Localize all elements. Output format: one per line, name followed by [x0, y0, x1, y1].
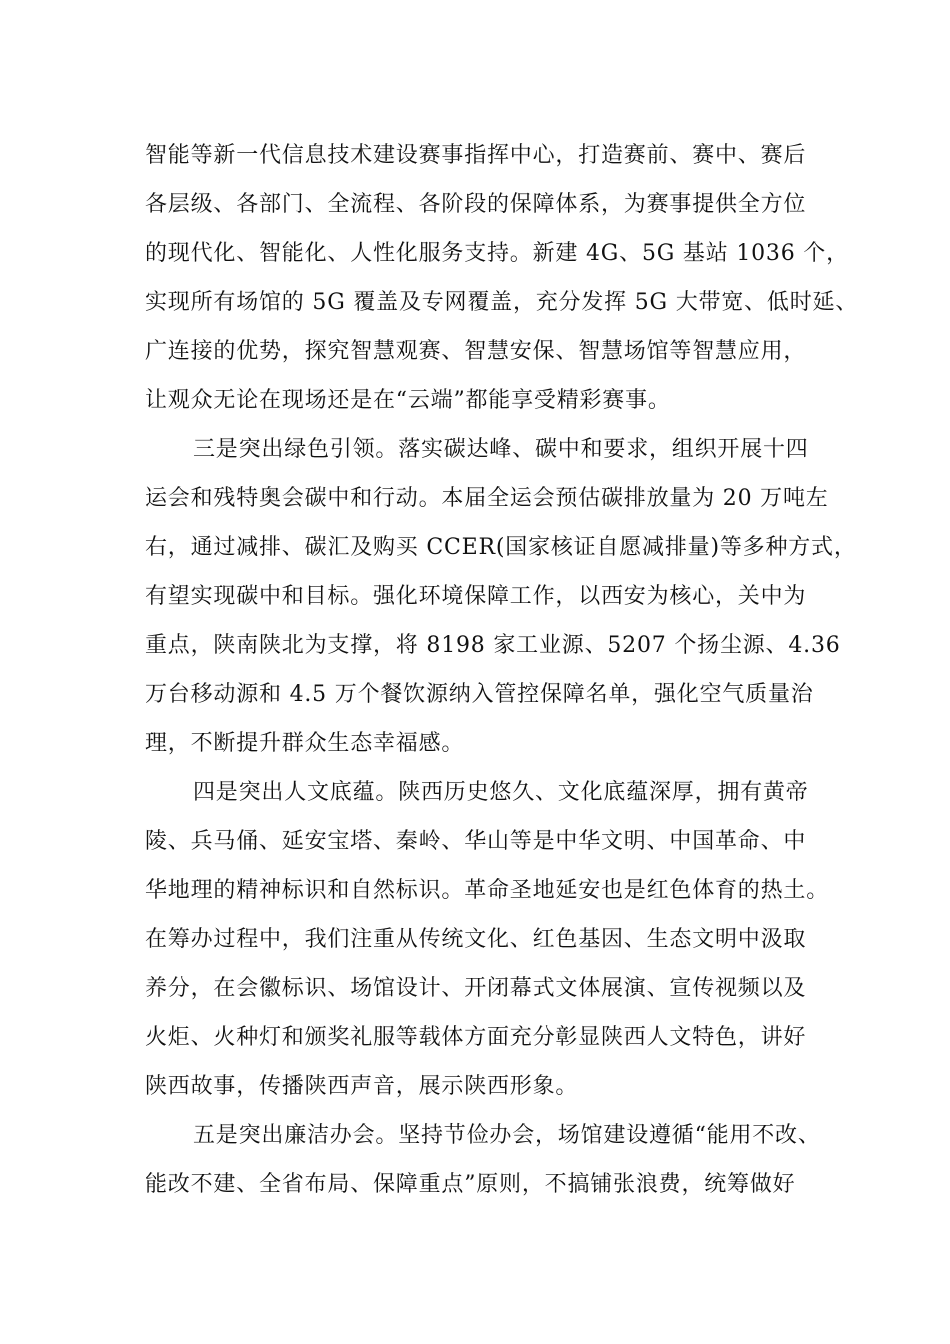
text-line: 万台移动源和 4.5 万个餐饮源纳入管控保障名单，强化空气质量治: [145, 682, 814, 707]
text-line: 华地理的精神标识和自然标识。革命圣地延安也是红色体育的热土。: [145, 878, 830, 903]
text-line: 火炬、火种灯和颁奖礼服等载体方面充分彰显陕西人文特色，讲好: [145, 1025, 807, 1050]
text-line: 广连接的优势，探究智慧观赛、智慧安保、智慧场馆等智慧应用，: [145, 339, 807, 364]
paragraph-start-line: 五是突出廉洁办会。坚持节俭办会，场馆建设遵循“能用不改、: [193, 1123, 821, 1148]
text-line: 能改不建、全省布局、保障重点”原则，不搞铺张浪费，统筹做好: [145, 1172, 796, 1197]
text-line: 陵、兵马俑、延安宝塔、秦岭、华山等是中华文明、中国革命、中: [145, 829, 807, 854]
text-line: 各层级、各部门、全流程、各阶段的保障体系，为赛事提供全方位: [145, 192, 807, 217]
text-line: 有望实现碳中和目标。强化环境保障工作，以西安为核心，关中为: [145, 584, 807, 609]
text-line: 运会和残特奥会碳中和行动。本届全运会预估碳排放量为 20 万吨左: [145, 486, 829, 511]
text-line: 在筹办过程中，我们注重从传统文化、红色基因、生态文明中汲取: [145, 927, 807, 952]
text-line: 智能等新一代信息技术建设赛事指挥中心，打造赛前、赛中、赛后: [145, 143, 807, 168]
paragraph-start-line: 四是突出人文底蕴。陕西历史悠久、文化底蕴深厚，拥有黄帝: [193, 780, 809, 805]
text-line: 让观众无论在现场还是在“云端”都能享受精彩赛事。: [145, 388, 671, 413]
text-line: 陕西故事，传播陕西声音，展示陕西形象。: [145, 1074, 579, 1099]
document-body: [145, 131, 859, 1209]
text-line: 理，不断提升群众生态幸福感。: [145, 731, 465, 756]
text-line: 右，通过减排、碳汇及购买 CCER(国家核证自愿减排量)等多种方式，: [145, 535, 857, 560]
text-line: 实现所有场馆的 5G 覆盖及专网覆盖，充分发挥 5G 大带宽、低时延、: [145, 290, 859, 315]
paragraph-start-line: 三是突出绿色引领。落实碳达峰、碳中和要求，组织开展十四: [193, 437, 809, 462]
text-line: 的现代化、智能化、人性化服务支持。新建 4G、5G 基站 1036 个，: [145, 241, 849, 266]
text-line: 养分，在会徽标识、场馆设计、开闭幕式文体展演、宣传视频以及: [145, 976, 807, 1001]
text-line: 重点，陕南陕北为支撑，将 8198 家工业源、5207 个扬尘源、4.36: [145, 633, 841, 658]
